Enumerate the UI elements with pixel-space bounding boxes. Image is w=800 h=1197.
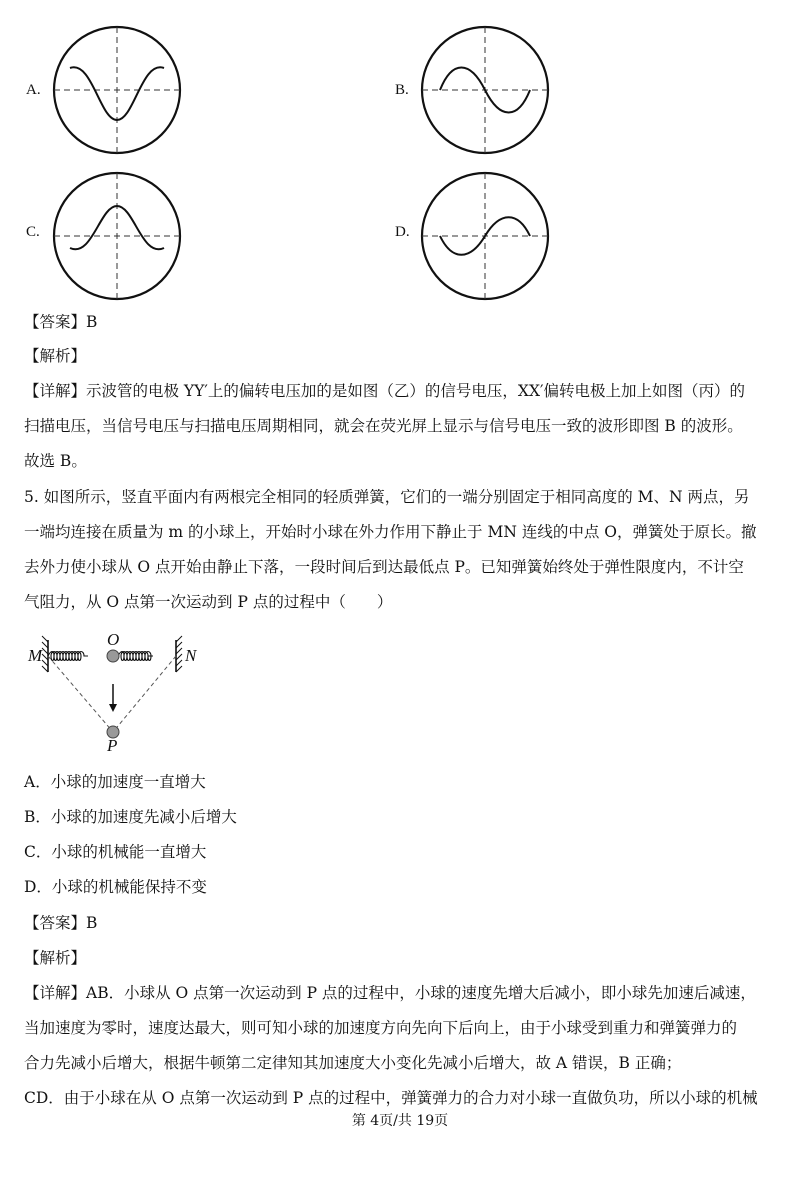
q5-detail-line-4: CD．由于小球在从 O 点第一次运动到 P 点的过程中，弹簧弹力的合力对小球一直做负功，所以小球的机械 <box>24 1089 758 1107</box>
q5-option-d: D．小球的机械能保持不变 <box>24 878 207 896</box>
option-d-label: D. <box>395 224 410 240</box>
right-spring <box>118 652 153 661</box>
q5-stem-line-1: 5. 如图所示，竖直平面内有两根完全相同的轻质弹簧，它们的一端分别固定于相同高度的 M、N 两点，另 <box>24 488 750 506</box>
q4-detail-line-1: 【详解】示波管的电极 YY′上的偏转电压加的是如图（乙）的信号电压，XX′偏转电极上加上如图（丙）的 <box>24 382 746 400</box>
q4-answer: 【答案】B <box>24 313 98 331</box>
q5-analysis-heading: 【解析】 <box>24 949 87 967</box>
q5-option-c: C．小球的机械能一直增大 <box>24 843 207 861</box>
option-b-label: B. <box>395 82 409 98</box>
label-o: O <box>107 630 120 649</box>
option-a-label: A. <box>26 82 41 98</box>
label-m: M <box>28 646 43 665</box>
label-n: N <box>185 646 197 665</box>
down-arrow-icon <box>109 704 117 712</box>
q5-detail-line-1: 【详解】AB．小球从 O 点第一次运动到 P 点的过程中，小球的速度先增大后减小，即小球先加速后减速， <box>24 984 756 1002</box>
q5-detail-line-3: 合力先减小后增大，根据牛顿第二定律知其加速度大小变化先减小后增大，故 A 错误，B 正确； <box>24 1054 682 1072</box>
q5-option-a: A．小球的加速度一直增大 <box>24 773 206 791</box>
q4-analysis-heading: 【解析】 <box>24 347 87 365</box>
q5-detail-line-2: 当加速度为零时，速度达最大，则可知小球的加速度方向先向下后向上，由于小球受到重力和弹簧弹力的 <box>24 1019 738 1037</box>
oscilloscope-figure-b <box>420 20 550 160</box>
label-p: P <box>107 736 118 755</box>
q5-stem-line-2: 一端均连接在质量为 m 的小球上，开始时小球在外力作用下静止于 MN 连线的中点 O，弹簧处于原长。撤 <box>24 523 757 541</box>
ball-at-o <box>107 650 119 662</box>
oscilloscope-figure-a <box>52 20 182 160</box>
left-spring <box>48 652 88 661</box>
q5-option-b: B．小球的加速度先减小后增大 <box>24 808 237 826</box>
q5-stem-line-4: 气阻力，从 O 点第一次运动到 P 点的过程中（ ） <box>24 593 393 611</box>
oscilloscope-figure-d <box>420 166 550 306</box>
q5-answer: 【答案】B <box>24 914 98 932</box>
q4-detail-line-2: 扫描电压，当信号电压与扫描电压周期相同，就会在荧光屏上显示与信号电压一致的波形即图 B 的波形。 <box>24 417 743 435</box>
q4-detail-line-3: 故选 B。 <box>24 452 87 470</box>
page-footer: 第 4页/共 19页 <box>351 1113 449 1129</box>
oscilloscope-figure-c <box>52 166 182 306</box>
option-c-label: C. <box>26 224 40 240</box>
q5-stem-line-3: 去外力使小球从 O 点开始由静止下落，一段时间后到达最低点 P。已知弹簧始终处于弹性限度内，不计空 <box>24 558 744 576</box>
